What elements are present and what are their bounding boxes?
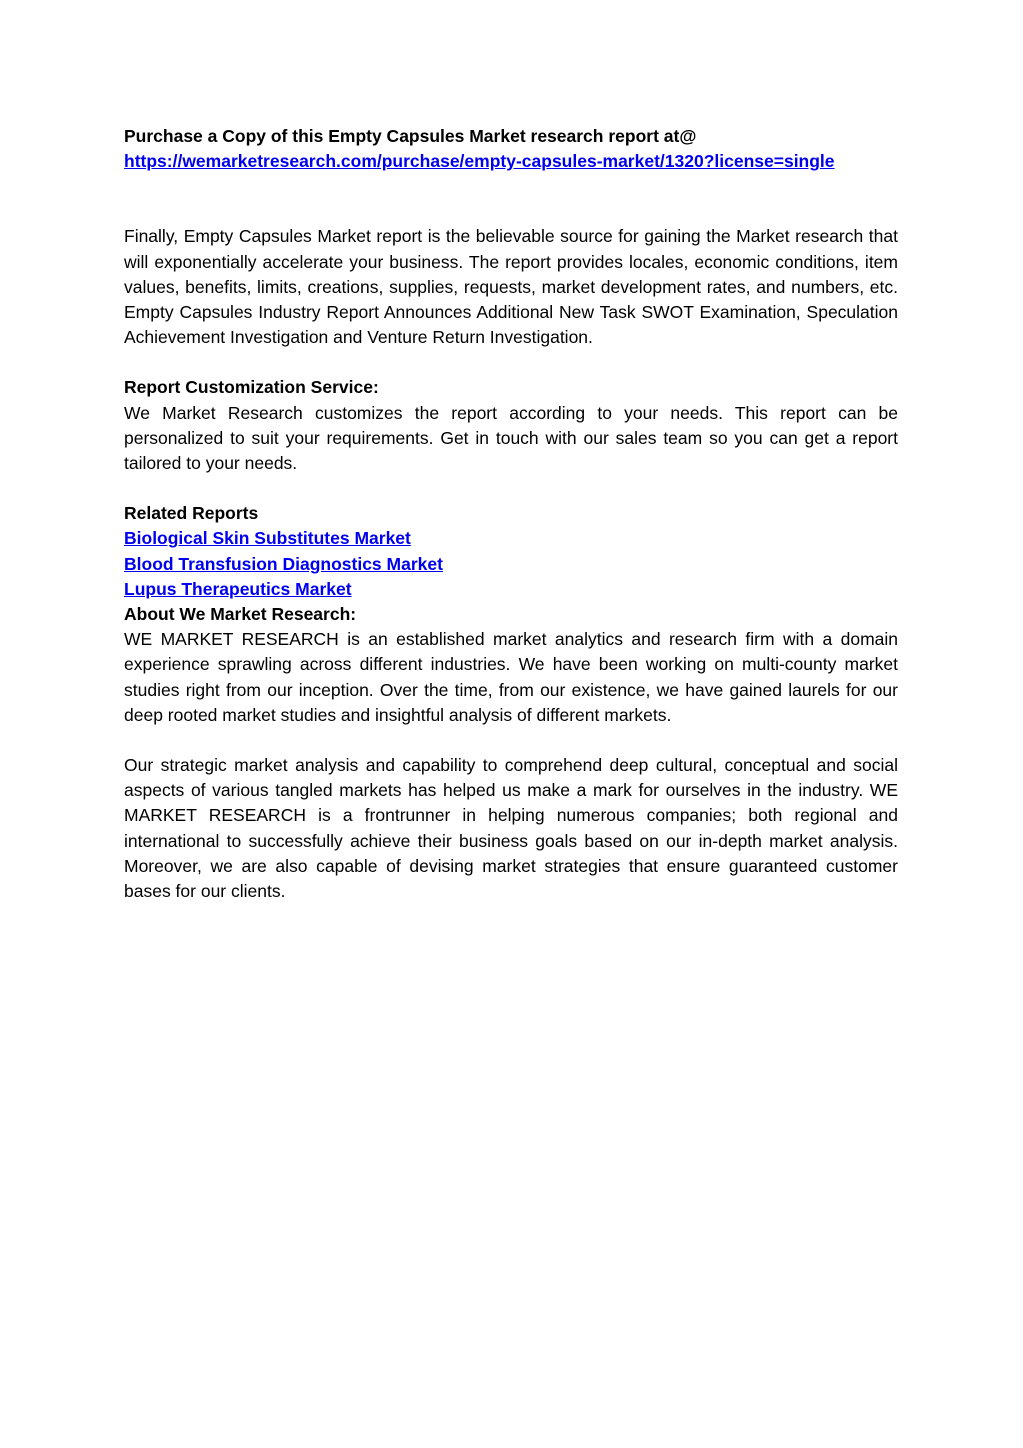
customization-paragraph: We Market Research customizes the report according to your needs. This report can be personalized to suit your requirements. Get in touch with our sales team so you can get a report tailored to your needs.	[124, 402, 898, 474]
spacer	[124, 174, 898, 224]
related-report-link[interactable]: Lupus Therapeutics Market	[124, 578, 352, 599]
spacer	[124, 476, 898, 501]
spacer	[124, 350, 898, 375]
intro-paragraph: Finally, Empty Capsules Market report is the believable source for gaining the Market research that will exponentially accelerate your business. The report provides locales, economic conditions, item values, benefits, limits, creations, supplies, requests, market development rates, and numbers, etc. Empty Capsules Industry Report Announces Additional New Task SWOT Examination, Speculation Achievement Investigation and Venture Return Investigation.	[124, 226, 898, 348]
related-report-link[interactable]: Blood Transfusion Diagnostics Market	[124, 553, 443, 574]
purchase-link[interactable]: https://wemarketresearch.com/purchase/empty-capsules-market/1320?license=single	[124, 151, 835, 172]
purchase-heading: Purchase a Copy of this Empty Capsules Market research report at@	[124, 126, 697, 146]
about-paragraph-1: WE MARKET RESEARCH is an established market analytics and research firm with a domain experience sprawling across different industries. We have been working on multi-county market studies right from our inception. Over the time, from our existence, we have gained laurels for our deep rooted market studies and insightful analysis of different markets.	[124, 629, 898, 725]
customization-heading: Report Customization Service:	[124, 377, 379, 398]
related-reports-heading: Related Reports	[124, 503, 259, 524]
about-heading: About We Market Research:	[124, 604, 357, 625]
spacer	[124, 728, 898, 753]
related-report-link[interactable]: Biological Skin Substitutes Market	[124, 528, 411, 549]
about-paragraph-2: Our strategic market analysis and capability to comprehend deep cultural, conceptual and social aspects of various tangled markets has helped us make a mark for ourselves in the industry. WE MARKET RESEARCH is a frontrunner in helping numerous companies; both regional and international to successfully achieve their business goals based on our in-depth market analysis. Moreover, we are also capable of devising market strategies that ensure guaranteed customer bases for our clients.	[124, 755, 898, 902]
document-page	[124, 124, 898, 904]
